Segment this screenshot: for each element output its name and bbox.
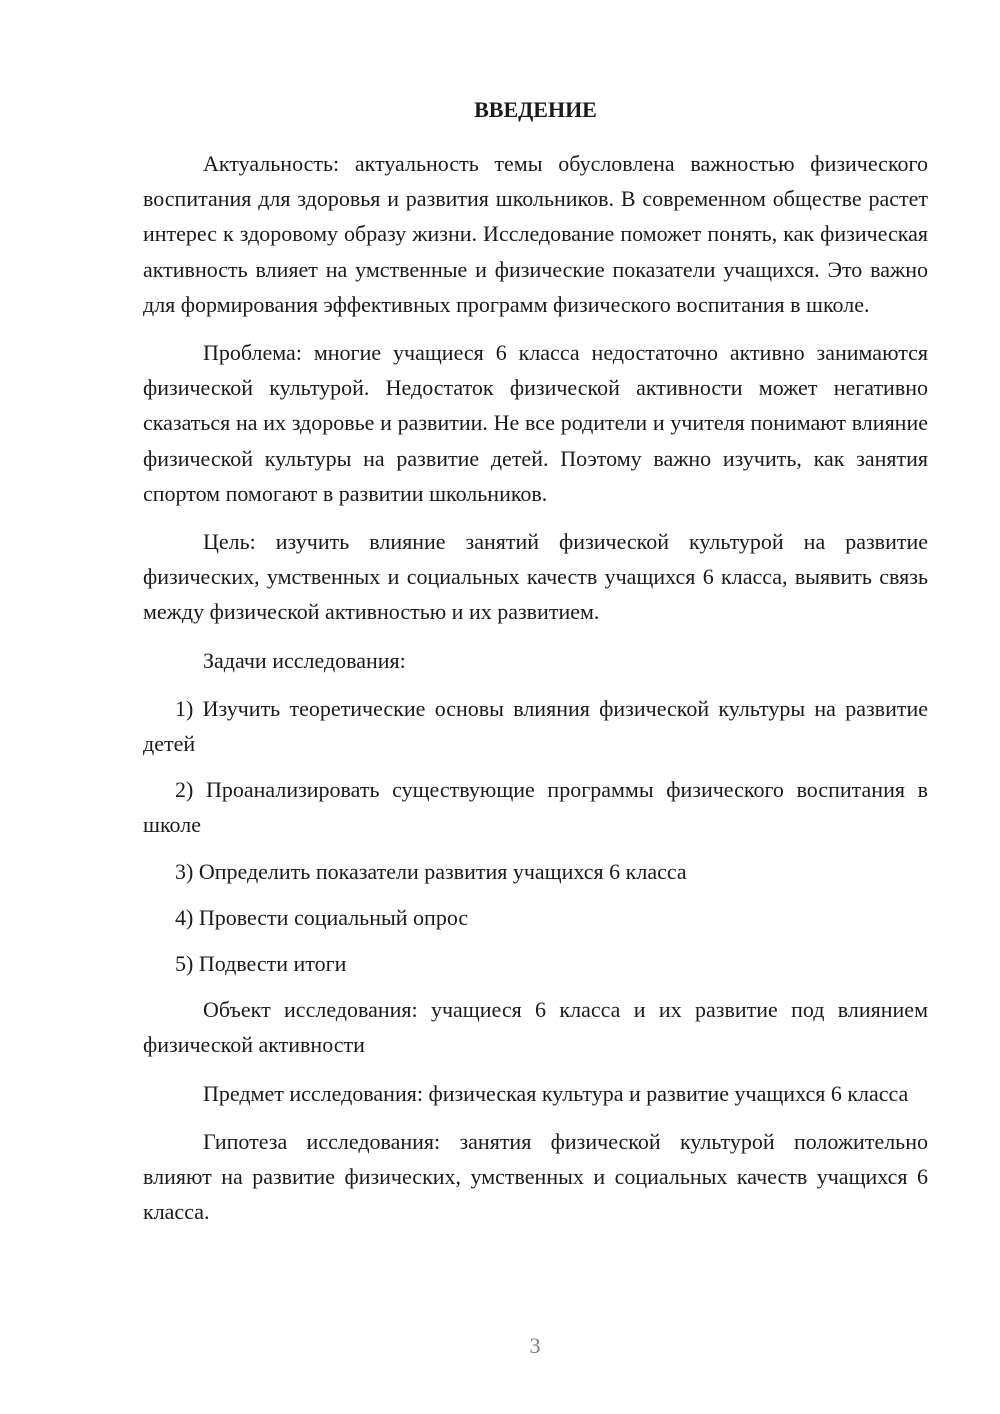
paragraph-problem: Проблема: многие учащиеся 6 класса недостаточно активно занимаются физической культурой. Недостаток физической активности может негативно сказаться на их здоровье и развитии. Не все родители и учителя понимают влияние физической культуры на развитие детей. Поэтому важно изучить, как занятия спортом помогают в развитии школьников.: [143, 340, 928, 506]
task-item: 5) Подвести итоги: [175, 951, 347, 977]
task-item: 4) Провести социальный опрос: [175, 904, 469, 930]
paragraph-goal: Цель: изучить влияние занятий физической культурой на развитие физических, умственных и социальных качеств учащихся 6 класса, выявить связь между физической активностью и их развитием.: [143, 529, 928, 625]
paragraph-object: Объект исследования: учащиеся 6 класса и их развитие под влиянием физической активности: [143, 997, 928, 1058]
page-number: 3: [529, 1333, 541, 1358]
paragraph-hypothesis: Гипотеза исследования: занятия физической культурой положительно влияют на развитие физических, умственных и социальных качеств учащихся 6 класса.: [143, 1128, 928, 1225]
document-page: [143, 92, 928, 1242]
task-item: 2) Проанализировать существующие программы физического воспитания в школе: [143, 777, 928, 838]
paragraph-subject: Предмет исследования: физическая культура и развитие учащихся 6 класса: [203, 1080, 909, 1106]
paragraph-relevance: Актуальность: актуальность темы обусловлена важностью физического воспитания для здоровья и развития школьников. В современном обществе растет интерес к здоровому образу жизни. Исследование поможет понять, как физическая активность влияет на умственные и физические показатели учащихся. Это важно для формирования эффективных программ физического воспитания в школе.: [143, 151, 928, 317]
task-item: 1) Изучить теоретические основы влияния физической культуры на развитие детей: [143, 695, 928, 757]
paragraph-tasks-heading: Задачи исследования:: [203, 647, 406, 673]
task-item: 3) Определить показатели развития учащихся 6 класса: [175, 858, 687, 884]
section-title: ВВЕДЕНИЕ: [474, 97, 597, 122]
